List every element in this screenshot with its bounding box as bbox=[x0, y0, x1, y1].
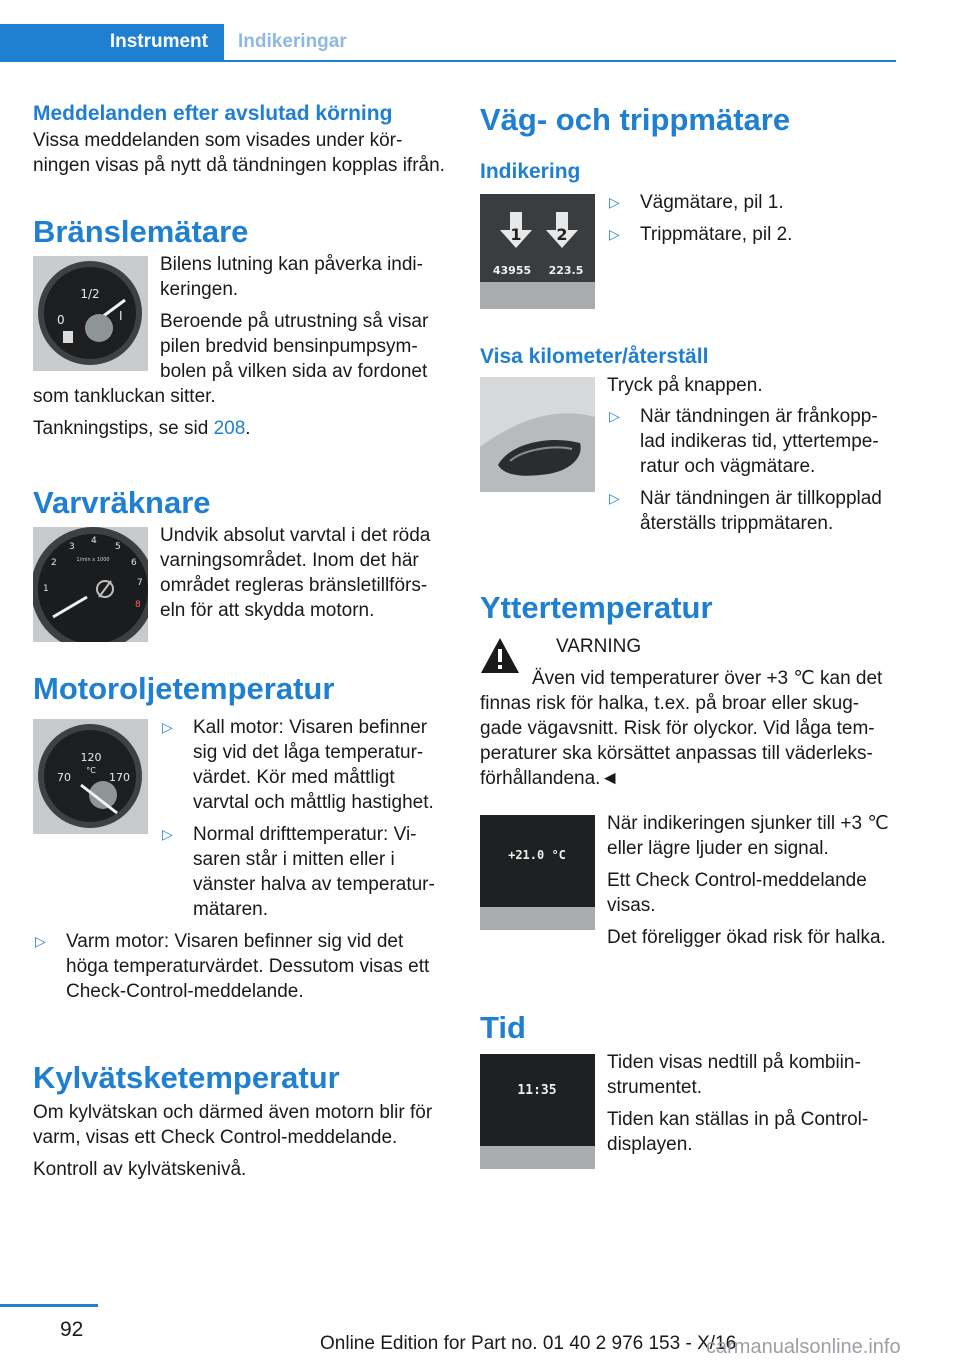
list-item: ▷ När tändningen är tillkopplad återställs trippmätaren. bbox=[609, 488, 882, 534]
list-item: ▷ Normal drifttemperatur: Vi-saren står i mitten eller i vänster halva av temperatur-mätaren. bbox=[162, 824, 435, 920]
tacho-text: Undvik absolut varvtal i det röda varningsområdet. Inom det här området regleras bränsletillförs-eln för att skydda motorn. bbox=[160, 525, 431, 621]
time-text-1: Tiden visas nedtill på kombiin-strumentet. bbox=[607, 1052, 861, 1098]
fuel-gauge-image bbox=[33, 256, 148, 371]
after-drive-heading: Meddelanden efter avslutad körning bbox=[33, 102, 393, 125]
svg-text:1: 1 bbox=[43, 584, 49, 594]
svg-text:3: 3 bbox=[69, 542, 75, 552]
triangle-right-icon: ▷ bbox=[162, 719, 173, 735]
oil-heading: Motoroljetemperatur bbox=[33, 671, 335, 706]
coolant-heading: Kylvätsketemperatur bbox=[33, 1060, 340, 1095]
time-text-2: Tiden kan ställas in på Control-displayen. bbox=[607, 1109, 869, 1155]
list-item: ▷ När tändningen är frånkopp-lad indikeras tid, yttertempe-ratur och vägmätare. bbox=[609, 406, 879, 477]
warning-title: VARNING bbox=[556, 636, 642, 657]
odometer-subheading-display: Indikering bbox=[480, 160, 581, 183]
header-tab-bar bbox=[0, 24, 896, 62]
list-item: ▷ Varm motor: Visaren befinner sig vid det höga temperaturvärdet. Dessutom visas ett Check-Control-meddelande. bbox=[35, 931, 430, 1002]
footer-edition: Online Edition for Part no. 01 40 2 976 153 - X/16 bbox=[320, 1333, 737, 1354]
arrow-2-label: 2 bbox=[556, 225, 568, 244]
list-item: ▷ Vägmätare, pil 1. bbox=[609, 192, 784, 213]
tachometer-caption: 1/min x 1000 bbox=[76, 557, 110, 563]
svg-text:2: 2 bbox=[51, 558, 57, 568]
right-column bbox=[480, 100, 896, 1175]
fuel-text-1: Bilens lutning kan påverka indi-keringen. bbox=[160, 254, 423, 300]
odometer-heading: Väg- och trippmätare bbox=[480, 102, 791, 137]
oil-gauge-low-label: 70 bbox=[57, 771, 71, 784]
warning-triangle-icon bbox=[480, 636, 520, 676]
tab-instrument[interactable]: Instrument bbox=[0, 24, 224, 60]
tab-indikeringar[interactable]: Indikeringar bbox=[238, 31, 347, 52]
odometer-value: 43955 bbox=[492, 264, 532, 277]
svg-text:8: 8 bbox=[135, 600, 141, 610]
triangle-right-icon: ▷ bbox=[609, 490, 620, 506]
time-heading: Tid bbox=[480, 1010, 526, 1045]
coolant-text-2: Kontroll av kylvätskenivå. bbox=[33, 1159, 247, 1180]
outside-temp-text-1: När indikeringen sjunker till +3 ℃ eller lägre ljuder en signal. bbox=[607, 813, 889, 859]
list-item: ▷ Trippmätare, pil 2. bbox=[609, 224, 793, 245]
arrow-1-label: 1 bbox=[510, 225, 522, 244]
trip-value: 223.5 bbox=[548, 264, 584, 277]
tacho-heading: Varvräknare bbox=[33, 485, 211, 520]
fuel-gauge-empty-label: 0 bbox=[57, 313, 65, 327]
outside-temp-text-3: Det föreligger ökad risk för halka. bbox=[607, 927, 886, 948]
fuel-heading: Bränslemätare bbox=[33, 214, 249, 249]
reset-subheading: Visa kilometer/återställ bbox=[480, 345, 709, 368]
fuel-gauge-full-label: I bbox=[119, 309, 123, 323]
watermark: carmanualsonline.info bbox=[706, 1336, 901, 1358]
fuel-text-2: Beroende på utrustning så visar pilen bredvid bensinpumpsym-bolen på vilken sida av fordonet som tankluckan sitter. bbox=[33, 311, 429, 407]
time-value: 11:35 bbox=[517, 1083, 557, 1098]
left-column bbox=[33, 100, 449, 1182]
reset-button-image bbox=[480, 377, 595, 492]
oil-list-full bbox=[33, 929, 449, 1004]
oil-gauge-high-label: 170 bbox=[109, 771, 130, 784]
triangle-right-icon: ▷ bbox=[609, 194, 620, 210]
page-number: 92 bbox=[60, 1318, 84, 1341]
reset-press-text: Tryck på knappen. bbox=[607, 375, 763, 396]
oil-gauge-mid-label: 120 bbox=[80, 751, 102, 764]
time-display-image bbox=[480, 1054, 595, 1169]
oil-list bbox=[160, 715, 449, 922]
triangle-right-icon: ▷ bbox=[609, 408, 620, 424]
outside-temperature-display-image bbox=[480, 815, 595, 930]
oil-gauge-unit: °C bbox=[86, 766, 96, 775]
svg-text:6: 6 bbox=[131, 558, 137, 568]
fuel-gauge-half-label: 1/2 bbox=[80, 287, 100, 301]
svg-text:5: 5 bbox=[115, 542, 121, 552]
page-number-rule bbox=[0, 1304, 98, 1307]
fuel-tip-page-link[interactable]: 208 bbox=[213, 418, 246, 439]
fuel-pump-icon bbox=[63, 331, 73, 343]
svg-text:4: 4 bbox=[91, 536, 97, 546]
odometer-display-image bbox=[480, 194, 595, 309]
temperature-value: +21.0 °C bbox=[508, 848, 566, 862]
tachometer-image bbox=[33, 527, 148, 642]
fuel-tip: Tankningstips, se sid 208. bbox=[33, 418, 251, 439]
odometer-list bbox=[607, 190, 896, 247]
outside-temp-text-2: Ett Check Control-meddelande visas. bbox=[607, 870, 867, 916]
coolant-text-1: Om kylvätskan och därmed även motorn blir för varm, visas ett Check Control-meddelande. bbox=[33, 1102, 433, 1148]
triangle-right-icon: ▷ bbox=[162, 826, 173, 842]
triangle-right-icon: ▷ bbox=[35, 933, 46, 949]
warning-text: Även vid temperaturer över +3 ℃ kan det finnas risk för halka, t.ex. på broar eller skug-gade vägavsnitt. Risk för olyckor. Vid låga tem-peraturer ska körsättet anpassas till väderleks-förhållandena.◄ bbox=[480, 668, 883, 789]
triangle-right-icon: ▷ bbox=[609, 226, 620, 242]
oil-temperature-gauge-image bbox=[33, 719, 148, 834]
after-drive-text: Vissa meddelanden som visades under kör-ningen visas på nytt då tändningen kopplas ifrån. bbox=[33, 130, 445, 176]
svg-text:7: 7 bbox=[137, 578, 143, 588]
reset-list bbox=[607, 404, 896, 536]
outside-temp-heading: Yttertemperatur bbox=[480, 590, 713, 625]
list-item: ▷ Kall motor: Visaren befinner sig vid det låga temperatur-värdet. Kör med måttligt varvtal och måttlig hastighet. bbox=[162, 717, 434, 813]
